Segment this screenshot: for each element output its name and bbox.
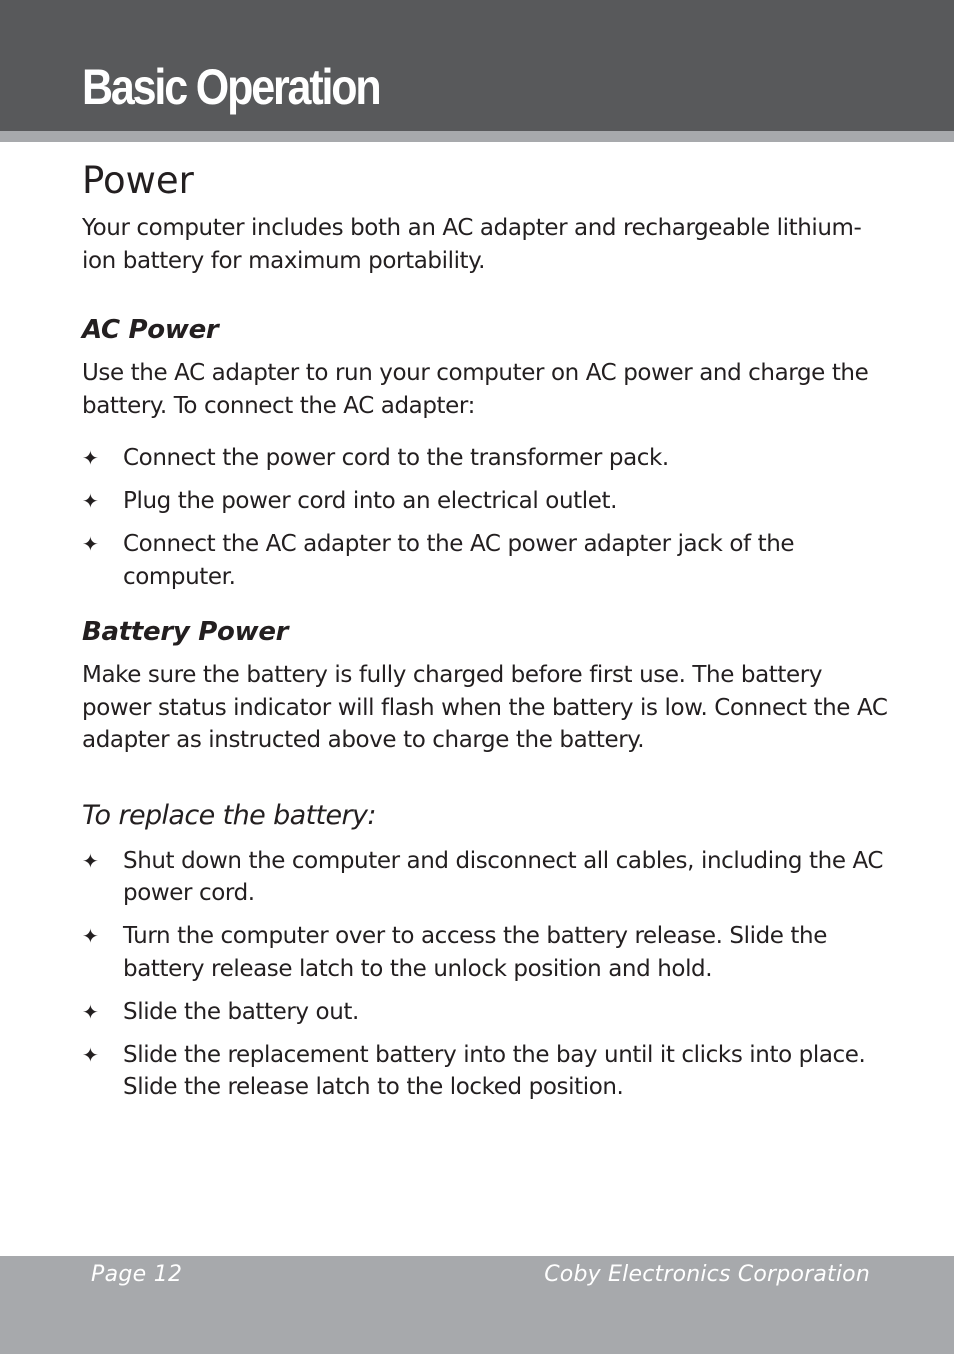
- four-point-star-icon: ✦: [82, 446, 99, 470]
- list-item: [82, 528, 894, 593]
- list-item: [82, 485, 894, 518]
- company-name: Coby Electronics Corporation: [544, 1262, 870, 1287]
- header-divider: [0, 131, 954, 142]
- four-point-star-icon: ✦: [82, 489, 99, 513]
- list-item-text: Connect the AC adapter to the AC power adapter jack of the computer.: [123, 531, 795, 590]
- section-heading-power: Power: [82, 159, 194, 202]
- ac-power-step-list: [82, 442, 894, 593]
- list-item: [82, 845, 894, 910]
- four-point-star-icon: ✦: [82, 532, 99, 556]
- subsection-heading-replace-battery: To replace the battery:: [82, 799, 376, 831]
- list-item-text: Shut down the computer and disconnect all cables, including the AC power cord.: [123, 847, 884, 906]
- subsection-heading-ac-power: AC Power: [82, 315, 219, 345]
- list-item-text: Plug the power cord into an electrical outlet.: [123, 488, 618, 514]
- page-title: Basic Operation: [82, 59, 380, 115]
- list-item-text: Slide the replacement battery into the bay until it clicks into place. Slide the release latch to the locked position.: [123, 1041, 866, 1100]
- four-point-star-icon: ✦: [82, 924, 99, 948]
- list-item-text: Connect the power cord to the transformer pack.: [123, 445, 669, 471]
- four-point-star-icon: ✦: [82, 999, 99, 1024]
- four-point-star-icon: ✦: [82, 848, 99, 873]
- list-item-text: Turn the computer over to access the battery release. Slide the battery release latch to the unlock position and hold.: [123, 923, 827, 982]
- list-item-text: Slide the battery out.: [123, 998, 359, 1025]
- page-footer: [0, 1256, 954, 1354]
- page-number: Page 12: [91, 1262, 183, 1287]
- ac-power-intro-paragraph: Use the AC adapter to run your computer on AC power and charge the battery. To connect the AC adapter:: [82, 360, 869, 419]
- battery-power-intro-paragraph: Make sure the battery is fully charged before first use. The battery power status indicator will flash when the battery is low. Connect the AC adapter as instructed above to charge the battery.: [82, 662, 888, 753]
- power-intro-paragraph: Your computer includes both an AC adapter and rechargeable lithium-ion battery for maximum portability.: [82, 215, 862, 274]
- list-item: [82, 920, 894, 985]
- four-point-star-icon: ✦: [82, 1042, 99, 1067]
- list-item: [82, 1039, 894, 1104]
- main-content: [82, 158, 894, 1104]
- replace-battery-step-list: [82, 845, 894, 1104]
- list-item: [82, 996, 894, 1029]
- list-item: [82, 442, 894, 475]
- subsection-heading-battery-power: Battery Power: [82, 617, 289, 647]
